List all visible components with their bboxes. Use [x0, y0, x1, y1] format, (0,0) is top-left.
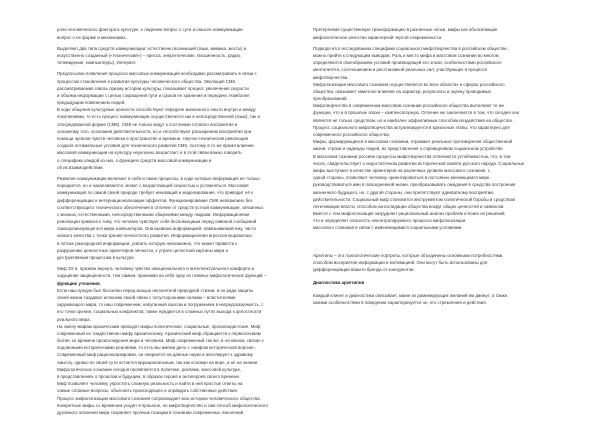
paragraph [313, 252, 575, 274]
text-line: преобразований. [313, 96, 348, 102]
text-line: дифференциации и интернационализации эффектов. Функционирование СМК невозможно без [57, 197, 253, 203]
text-line: подлинными историческими реалиями, то есть мы имеем дело с «мифом исторической версии». [57, 345, 256, 351]
text-line: рассматриваемая сквозь призму истории культуры, показывает процесс увеличения скорости [57, 85, 249, 91]
text-line: передается, но и накапливается, может с возрастающей скоростью и усложняться. Массовая [57, 183, 249, 189]
text-line: опосредованной форме (СМК). СМК не только ведут к состоянию готового восприятия и [57, 121, 238, 127]
paragraph [57, 287, 297, 323]
text-line: Конкретные мифы со временем уходят в прошлое, но мифотворчество и сам способ мифологического [57, 402, 268, 408]
text-line: жизненного будущего, но, с другой стороны, они препятствуют адекватному восприятию [313, 189, 494, 195]
text-line: Если наш предок был бессилен перед мощью непонятной природной стихии, и он ради защиты [57, 287, 254, 293]
text-line: Выделяют два типа средств коммуникации: естественно возникший (язык, мимика, жесты) и [57, 45, 247, 51]
text-line: Мифологическое сознание сегодня проявляется в политике, рекламе, массовой культуре, [57, 366, 242, 372]
text-line: искусственно созданный («технический») – пресса, энергетические, письменность, радио, [57, 52, 242, 58]
text-line: в потоке разнородной информации, усвоить которую невозможно, что может привести к [57, 240, 238, 246]
section-heading: Диагностика архетипов [313, 279, 365, 285]
text-line: какими особенностями в поведении характеризуется он, его стремления и действия. [313, 300, 487, 306]
text-line: в представлениях о прошлом и будущем, в образах героев и антигероев своего времени. [57, 374, 241, 380]
text-line: роли человеческого фактора в культуре, к ладению вопрос о сути и смысле коммуникации [57, 27, 243, 33]
paragraph [57, 265, 297, 279]
text-line: ощущение защищенности, тем самым, принимая на себя одну из главных мифологических функций – [57, 273, 267, 279]
text-line: действительности. Социальный миф становится инструментом политической борьбы и средством [313, 196, 516, 202]
text-line: Развитие коммуникации включает в себя и такие процессы, в ходе которых информация не только [57, 175, 260, 181]
text-line: телевидение, компьютер(ы), Интернет. [57, 60, 137, 66]
text-line: Процесс социального мифотворчества актуализируется в кризисные этапы, что характерно для [313, 124, 510, 130]
text-line: числе, свидетельствует о недостаточном развитии исторической памяти русского народа. Социальные [313, 160, 525, 166]
text-line: духовного освоения мира сохраняет прочные позиции в сознании современных поколений. [57, 409, 245, 415]
text-line: коммуникация по самой своей природе требует инноваций и моделирования, что приводит её к [57, 190, 254, 196]
text-line: разрушению ценностных ориентиров личности, к утрате целостной картины мира и [57, 247, 228, 253]
text-line: о специфике каждой из них, о функциях средств массовой коммуникации и [57, 157, 212, 163]
text-line: массовой коммуникации на культуру неуклонно возрастает, и в этой связи важно говорить [57, 150, 242, 156]
text-line: жизни, страхи и надежды людей, их представления о справедливом социальном устройстве. [313, 146, 504, 152]
text-line: массового сознания в связи с изменяющимися социальными условиями. [313, 225, 463, 231]
text-line: создала оптимальные условия для технического развития СМК, поэтому в то же время влияние [57, 143, 254, 149]
text-line: Миф позволяет человеку упростить сложную реальность и найти в ней простые ответы на [57, 381, 243, 387]
text-line: низкого качества с точки зрения личностного развития. Информационная агрессия выразилась [57, 233, 253, 239]
text-line: смыслу, однако по своей сути остается иррациональным, так как основан на вере, а не на знании. [57, 359, 259, 365]
text-line: об их взаимодействии. [57, 164, 104, 170]
left-column [57, 26, 297, 416]
text-line: Вместе с тем мифологизация затрудняет рациональный анализ проблем и поиск их решений, [313, 211, 506, 217]
text-line: что и определяет опасность неконтролируемого процесса мифологизации [313, 218, 466, 224]
paragraph [313, 292, 575, 306]
text-line: и объема информации с целью сокращения пути и сроков ее хранения и передачи. Наиболее [57, 92, 250, 98]
text-line: Процесс мифологизации массового сознания сопровождает всю историю человеческого общества. [57, 395, 261, 401]
text-line: Миф XX в. призван вернуть человеку чувство эмоционального и интеллектуального комфорта и [57, 266, 255, 272]
text-line: с жизнью, естественными, непосредственными общениями между людьми. Информационная [57, 211, 250, 217]
text-line: мифотворчества. [313, 74, 349, 80]
text-line: помощи органов чувств человека в пространстве и времени. Научно-техническая революция [57, 136, 248, 142]
text-line: самоорганизующегося мира компьютеров. Она вызвана информацией, навязываемой ему, часто [57, 226, 256, 232]
paragraph [57, 175, 297, 261]
text-line: Претерпевая существенную трансформацию в различные эпохи, мифы как объясняющие [313, 27, 498, 33]
text-line: основному того, осознания действительности, но и способствуют расширению восприятия при [57, 128, 252, 134]
text-line: Мифы, формирующиеся в массовом сознании, отражают реальные противоречия общественной [313, 139, 513, 145]
text-line: поколениями, то есть процесс коммуникации осуществляется как в непосредственной (язык), так и [57, 114, 260, 120]
text-line: современного российского общества. [313, 132, 390, 138]
text-line: соответствующего технического обеспечения в отличие от средств устной коммуникации, связанных [57, 204, 264, 210]
text-line: мифологическое качество характерной чертой современности. [313, 34, 443, 40]
paragraph [57, 45, 297, 67]
right-column [313, 26, 575, 306]
text-line: дифференциации вашего бренда от конкурентов. [313, 267, 415, 273]
text-line: современный не тождественен мифу архаическому. Архаический миф обращается к первоосновам [57, 330, 261, 336]
text-line: самые сложные вопросы, объяснить происходящее и оправдать собственные действия. [57, 388, 239, 394]
text-line: Архетипы – это психологические портреты, которые объединены основными потребностями, [313, 253, 504, 259]
text-line: менталитета, соотношением и расстановкой реальных сил, участвующих в процессе [313, 67, 488, 73]
text-line: вопрос о ее форме и механизмах. [57, 34, 127, 40]
text-line: мифы выступают в качестве ориентиров на различных уровнях массового сознания, с [313, 167, 490, 173]
text-line: легитимации власти, способом консолидации общества вокруг общих ценностей и символов. [313, 203, 505, 209]
paragraph [57, 323, 297, 416]
text-line: окружающего мира, то наш современник, напуганный хаосом и погружением в непредсказуемость, с [57, 302, 264, 308]
text-line: Мифотворчество в современном массовом сознании российского общества выполняет те же [313, 103, 505, 109]
text-line: процессом становления и развития культуры человеческого общества. Эволюция СМК, [57, 78, 237, 84]
text-line: реального мира. [57, 316, 91, 322]
text-line: Современный миф рационализирован, он опирается на данные науки и апеллирует к здравому [57, 352, 253, 358]
text-line: Подводя итог исследованию специфики социального мифотворчества в российском обществе, [313, 45, 509, 51]
text-line: определяются своеобразием условий производящей его эпохи, особенностями российского [313, 60, 502, 66]
paragraph [313, 45, 575, 232]
paragraph [313, 26, 575, 40]
text-line: его точки зрения, социальных конфликтов, также нуждается в сложных путях выхода к целостности [57, 309, 262, 315]
text-line: В ходе общения культурные ценности способствуют передаче жизненного опыта внутри и между [57, 107, 256, 113]
paragraph [57, 70, 297, 171]
text-line: Предпосылки появления процесса массовых коммуникаций необходимо рассматривать в связи с [57, 71, 257, 77]
text-line: является не только средством, но и наиболее эффективным способом воздействия на общество. [313, 117, 514, 123]
text-line: своей жизни создавал иллюзию своей связи с потусторонними силами – властителями [57, 294, 236, 300]
text-line: способом восприятия информации и мотивацией. Они могут быть использованы для [313, 260, 488, 266]
text-line: одной стороны, позволяют человеку ориентироваться в постоянно меняющемся мире, [313, 175, 491, 181]
text-line: В массовом сознании россиян процессы мифотворчества отличаются устойчивостью, что, в том [313, 153, 511, 159]
text-line: Каждый клиент и диагностика описывает, какие из доминирующих желаний им движут, а также, [313, 292, 509, 298]
text-line: руководствоваться ими в повседневной жизни, преобразовывать ожидания в средства построения [313, 182, 516, 188]
text-line: На смену мифам архаическим приходят мифы политические, социальные, пропагандистские. Миф [57, 323, 261, 329]
emphasis-line: функцию утешения. [57, 280, 101, 286]
text-line: общества, оказывает заметное влияние на характер, результаты и оценку проводимых [313, 88, 492, 94]
text-line: деструктивным процессам в культуре. [57, 255, 136, 261]
text-line: можно прийти к следующим выводам. Роль и место мифа в массовом сознании во многом [313, 52, 499, 58]
text-line: предыдущим появлением людей. [57, 100, 126, 106]
text-line: Мифологизация массового сознания осуществляется во всех областях и сферах российского [313, 81, 505, 87]
text-line: революция привела к тому, что человек чувствует себя беспомощным перед лавиной сообщений [57, 219, 257, 225]
text-line: функции, что и в прошлые эпохи – компенсаторную. Отличие же заключается в том, что сегодня оно [313, 110, 520, 116]
paragraph [57, 26, 297, 40]
text-line: бытия, ко времени происхождения мира и человека. Миф современный так же, в основном, связан с [57, 338, 264, 344]
